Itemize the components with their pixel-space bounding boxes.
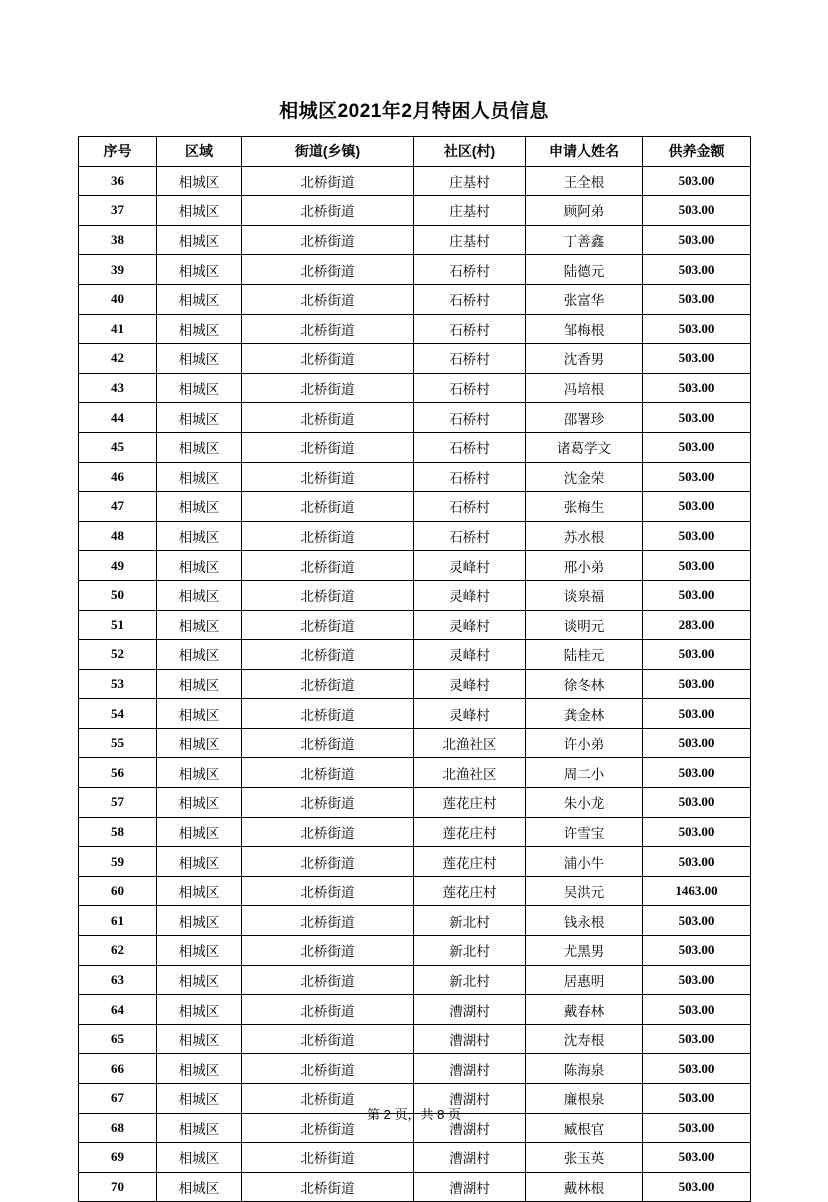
cell-seq: 36 — [79, 166, 157, 196]
cell-seq: 43 — [79, 373, 157, 403]
cell-street: 北桥街道 — [242, 1143, 414, 1173]
cell-seq: 39 — [79, 255, 157, 285]
cell-street: 北桥街道 — [242, 403, 414, 433]
table-row — [79, 669, 751, 699]
cell-seq: 69 — [79, 1143, 157, 1173]
cell-name: 戴春林 — [526, 995, 643, 1025]
cell-seq: 42 — [79, 344, 157, 374]
cell-seq: 63 — [79, 965, 157, 995]
cell-name: 廉根泉 — [526, 1084, 643, 1114]
cell-village: 石桥村 — [414, 462, 526, 492]
cell-amount: 503.00 — [643, 1143, 751, 1173]
cell-amount: 283.00 — [643, 610, 751, 640]
cell-street: 北桥街道 — [242, 758, 414, 788]
cell-village: 石桥村 — [414, 314, 526, 344]
cell-name: 许雪宝 — [526, 817, 643, 847]
table-row — [79, 906, 751, 936]
cell-region: 相城区 — [157, 166, 242, 196]
cell-amount: 503.00 — [643, 936, 751, 966]
cell-amount: 503.00 — [643, 166, 751, 196]
cell-village: 漕湖村 — [414, 1084, 526, 1114]
cell-street: 北桥街道 — [242, 580, 414, 610]
cell-region: 相城区 — [157, 965, 242, 995]
cell-street: 北桥街道 — [242, 817, 414, 847]
cell-village: 新北村 — [414, 936, 526, 966]
cell-village: 新北村 — [414, 906, 526, 936]
cell-region: 相城区 — [157, 551, 242, 581]
cell-seq: 47 — [79, 492, 157, 522]
cell-region: 相城区 — [157, 699, 242, 729]
cell-region: 相城区 — [157, 492, 242, 522]
cell-amount: 503.00 — [643, 492, 751, 522]
cell-amount: 503.00 — [643, 1084, 751, 1114]
cell-street: 北桥街道 — [242, 492, 414, 522]
cell-street: 北桥街道 — [242, 965, 414, 995]
table-row — [79, 344, 751, 374]
cell-seq: 41 — [79, 314, 157, 344]
cell-seq: 61 — [79, 906, 157, 936]
cell-seq: 45 — [79, 432, 157, 462]
cell-amount: 503.00 — [643, 255, 751, 285]
table-row — [79, 1172, 751, 1202]
cell-street: 北桥街道 — [242, 166, 414, 196]
cell-name: 龚金林 — [526, 699, 643, 729]
cell-seq: 57 — [79, 788, 157, 818]
cell-amount: 503.00 — [643, 196, 751, 226]
table-row — [79, 728, 751, 758]
table-row — [79, 876, 751, 906]
cell-name: 臧根官 — [526, 1113, 643, 1143]
cell-village: 石桥村 — [414, 255, 526, 285]
cell-name: 王全根 — [526, 166, 643, 196]
cell-region: 相城区 — [157, 373, 242, 403]
table-body — [79, 166, 751, 1202]
cell-village: 漕湖村 — [414, 1054, 526, 1084]
cell-street: 北桥街道 — [242, 610, 414, 640]
cell-village: 灵峰村 — [414, 669, 526, 699]
cell-region: 相城区 — [157, 1054, 242, 1084]
cell-region: 相城区 — [157, 1172, 242, 1202]
cell-village: 庄基村 — [414, 225, 526, 255]
cell-amount: 503.00 — [643, 314, 751, 344]
column-header-amount: 供养金额 — [643, 137, 751, 167]
cell-amount: 503.00 — [643, 995, 751, 1025]
cell-name: 邹梅根 — [526, 314, 643, 344]
table-row — [79, 196, 751, 226]
cell-street: 北桥街道 — [242, 1054, 414, 1084]
cell-street: 北桥街道 — [242, 788, 414, 818]
column-header-region: 区域 — [157, 137, 242, 167]
page-footer: 第 2 页，共 8 页 — [367, 1107, 461, 1122]
cell-name: 谈明元 — [526, 610, 643, 640]
cell-name: 徐冬林 — [526, 669, 643, 699]
cell-street: 北桥街道 — [242, 640, 414, 670]
cell-village: 庄基村 — [414, 166, 526, 196]
cell-street: 北桥街道 — [242, 196, 414, 226]
cell-amount: 503.00 — [643, 906, 751, 936]
cell-seq: 40 — [79, 284, 157, 314]
cell-street: 北桥街道 — [242, 847, 414, 877]
cell-village: 漕湖村 — [414, 1113, 526, 1143]
cell-name: 陈海泉 — [526, 1054, 643, 1084]
cell-amount: 503.00 — [643, 373, 751, 403]
cell-region: 相城区 — [157, 876, 242, 906]
cell-region: 相城区 — [157, 610, 242, 640]
column-header-village: 社区(村) — [414, 137, 526, 167]
cell-village: 石桥村 — [414, 284, 526, 314]
column-header-name: 申请人姓名 — [526, 137, 643, 167]
cell-name: 邵署珍 — [526, 403, 643, 433]
cell-amount: 503.00 — [643, 521, 751, 551]
cell-name: 吴洪元 — [526, 876, 643, 906]
table-row — [79, 788, 751, 818]
cell-amount: 503.00 — [643, 284, 751, 314]
cell-amount: 503.00 — [643, 225, 751, 255]
cell-region: 相城区 — [157, 995, 242, 1025]
cell-seq: 37 — [79, 196, 157, 226]
cell-seq: 38 — [79, 225, 157, 255]
cell-village: 漕湖村 — [414, 995, 526, 1025]
cell-street: 北桥街道 — [242, 432, 414, 462]
cell-village: 漕湖村 — [414, 1024, 526, 1054]
table-row — [79, 610, 751, 640]
cell-village: 石桥村 — [414, 344, 526, 374]
cell-seq: 55 — [79, 728, 157, 758]
cell-region: 相城区 — [157, 521, 242, 551]
cell-village: 莲花庄村 — [414, 788, 526, 818]
cell-region: 相城区 — [157, 1113, 242, 1143]
cell-village: 灵峰村 — [414, 610, 526, 640]
cell-amount: 503.00 — [643, 758, 751, 788]
cell-name: 诸葛学文 — [526, 432, 643, 462]
cell-name: 邢小弟 — [526, 551, 643, 581]
cell-street: 北桥街道 — [242, 314, 414, 344]
cell-street: 北桥街道 — [242, 1113, 414, 1143]
cell-amount: 503.00 — [643, 551, 751, 581]
table-row — [79, 965, 751, 995]
cell-name: 苏水根 — [526, 521, 643, 551]
cell-name: 尤黑男 — [526, 936, 643, 966]
cell-seq: 65 — [79, 1024, 157, 1054]
cell-region: 相城区 — [157, 669, 242, 699]
cell-seq: 44 — [79, 403, 157, 433]
cell-amount: 503.00 — [643, 462, 751, 492]
table-row — [79, 1143, 751, 1173]
cell-seq: 66 — [79, 1054, 157, 1084]
table-row — [79, 373, 751, 403]
table-row — [79, 640, 751, 670]
cell-name: 周二小 — [526, 758, 643, 788]
cell-region: 相城区 — [157, 284, 242, 314]
cell-seq: 53 — [79, 669, 157, 699]
cell-name: 浦小牛 — [526, 847, 643, 877]
cell-amount: 503.00 — [643, 1024, 751, 1054]
cell-amount: 503.00 — [643, 669, 751, 699]
table-row — [79, 403, 751, 433]
cell-seq: 49 — [79, 551, 157, 581]
cell-amount: 503.00 — [643, 847, 751, 877]
cell-amount: 503.00 — [643, 1113, 751, 1143]
cell-amount: 503.00 — [643, 580, 751, 610]
cell-street: 北桥街道 — [242, 699, 414, 729]
cell-street: 北桥街道 — [242, 906, 414, 936]
table-row — [79, 492, 751, 522]
cell-name: 丁善鑫 — [526, 225, 643, 255]
cell-village: 北渔社区 — [414, 758, 526, 788]
cell-region: 相城区 — [157, 255, 242, 285]
cell-village: 漕湖村 — [414, 1172, 526, 1202]
table-row — [79, 551, 751, 581]
cell-region: 相城区 — [157, 728, 242, 758]
table-row — [79, 936, 751, 966]
cell-region: 相城区 — [157, 847, 242, 877]
cell-street: 北桥街道 — [242, 669, 414, 699]
cell-name: 居惠明 — [526, 965, 643, 995]
cell-region: 相城区 — [157, 758, 242, 788]
cell-name: 张玉英 — [526, 1143, 643, 1173]
cell-amount: 503.00 — [643, 640, 751, 670]
cell-street: 北桥街道 — [242, 728, 414, 758]
cell-seq: 52 — [79, 640, 157, 670]
cell-name: 张梅生 — [526, 492, 643, 522]
cell-region: 相城区 — [157, 640, 242, 670]
cell-name: 谈泉福 — [526, 580, 643, 610]
cell-seq: 68 — [79, 1113, 157, 1143]
table-row — [79, 432, 751, 462]
cell-name: 钱永根 — [526, 906, 643, 936]
table-row — [79, 521, 751, 551]
cell-seq: 59 — [79, 847, 157, 877]
cell-village: 漕湖村 — [414, 1143, 526, 1173]
table-row — [79, 580, 751, 610]
cell-region: 相城区 — [157, 788, 242, 818]
cell-seq: 46 — [79, 462, 157, 492]
cell-seq: 62 — [79, 936, 157, 966]
cell-region: 相城区 — [157, 936, 242, 966]
cell-street: 北桥街道 — [242, 1084, 414, 1114]
page-title: 相城区2021年2月特困人员信息 — [279, 101, 549, 122]
cell-amount: 503.00 — [643, 403, 751, 433]
cell-village: 庄基村 — [414, 196, 526, 226]
cell-seq: 51 — [79, 610, 157, 640]
cell-name: 朱小龙 — [526, 788, 643, 818]
cell-village: 石桥村 — [414, 373, 526, 403]
cell-seq: 64 — [79, 995, 157, 1025]
cell-name: 张富华 — [526, 284, 643, 314]
cell-village: 新北村 — [414, 965, 526, 995]
cell-village: 石桥村 — [414, 432, 526, 462]
table-row — [79, 1024, 751, 1054]
table-row — [79, 314, 751, 344]
table-row — [79, 225, 751, 255]
cell-region: 相城区 — [157, 432, 242, 462]
cell-seq: 60 — [79, 876, 157, 906]
cell-village: 莲花庄村 — [414, 847, 526, 877]
cell-amount: 503.00 — [643, 432, 751, 462]
cell-region: 相城区 — [157, 1024, 242, 1054]
table-header-row — [79, 137, 751, 167]
special-hardship-personnel-table — [78, 136, 751, 1202]
cell-amount: 503.00 — [643, 728, 751, 758]
cell-street: 北桥街道 — [242, 1024, 414, 1054]
table-row — [79, 699, 751, 729]
cell-name: 陆德元 — [526, 255, 643, 285]
cell-street: 北桥街道 — [242, 995, 414, 1025]
cell-street: 北桥街道 — [242, 936, 414, 966]
cell-region: 相城区 — [157, 225, 242, 255]
cell-seq: 58 — [79, 817, 157, 847]
cell-village: 莲花庄村 — [414, 817, 526, 847]
cell-region: 相城区 — [157, 462, 242, 492]
cell-region: 相城区 — [157, 580, 242, 610]
cell-amount: 1463.00 — [643, 876, 751, 906]
table-row — [79, 166, 751, 196]
cell-seq: 50 — [79, 580, 157, 610]
cell-seq: 48 — [79, 521, 157, 551]
cell-street: 北桥街道 — [242, 462, 414, 492]
cell-street: 北桥街道 — [242, 255, 414, 285]
cell-region: 相城区 — [157, 196, 242, 226]
cell-name: 沈寿根 — [526, 1024, 643, 1054]
cell-street: 北桥街道 — [242, 876, 414, 906]
column-header-seq: 序号 — [79, 137, 157, 167]
cell-street: 北桥街道 — [242, 1172, 414, 1202]
table-row — [79, 758, 751, 788]
table-row — [79, 255, 751, 285]
cell-amount: 503.00 — [643, 817, 751, 847]
cell-seq: 54 — [79, 699, 157, 729]
cell-village: 灵峰村 — [414, 580, 526, 610]
cell-amount: 503.00 — [643, 344, 751, 374]
column-header-street: 街道(乡镇) — [242, 137, 414, 167]
cell-amount: 503.00 — [643, 1054, 751, 1084]
cell-name: 沈金荣 — [526, 462, 643, 492]
cell-amount: 503.00 — [643, 699, 751, 729]
cell-village: 灵峰村 — [414, 551, 526, 581]
cell-region: 相城区 — [157, 403, 242, 433]
cell-village: 北渔社区 — [414, 728, 526, 758]
table-row — [79, 847, 751, 877]
cell-amount: 503.00 — [643, 1172, 751, 1202]
cell-village: 莲花庄村 — [414, 876, 526, 906]
cell-name: 冯培根 — [526, 373, 643, 403]
cell-region: 相城区 — [157, 817, 242, 847]
cell-street: 北桥街道 — [242, 373, 414, 403]
cell-name: 陆桂元 — [526, 640, 643, 670]
cell-village: 灵峰村 — [414, 640, 526, 670]
table-row — [79, 462, 751, 492]
cell-region: 相城区 — [157, 344, 242, 374]
cell-name: 戴林根 — [526, 1172, 643, 1202]
table-row — [79, 817, 751, 847]
cell-name: 许小弟 — [526, 728, 643, 758]
cell-region: 相城区 — [157, 1143, 242, 1173]
cell-street: 北桥街道 — [242, 551, 414, 581]
cell-region: 相城区 — [157, 314, 242, 344]
cell-seq: 56 — [79, 758, 157, 788]
cell-village: 灵峰村 — [414, 699, 526, 729]
cell-street: 北桥街道 — [242, 344, 414, 374]
table-row — [79, 284, 751, 314]
cell-street: 北桥街道 — [242, 284, 414, 314]
table-row — [79, 995, 751, 1025]
cell-name: 顾阿弟 — [526, 196, 643, 226]
cell-region: 相城区 — [157, 1084, 242, 1114]
cell-village: 石桥村 — [414, 521, 526, 551]
cell-amount: 503.00 — [643, 965, 751, 995]
cell-name: 沈香男 — [526, 344, 643, 374]
cell-street: 北桥街道 — [242, 521, 414, 551]
cell-region: 相城区 — [157, 906, 242, 936]
cell-village: 石桥村 — [414, 403, 526, 433]
cell-street: 北桥街道 — [242, 225, 414, 255]
cell-seq: 67 — [79, 1084, 157, 1114]
cell-village: 石桥村 — [414, 492, 526, 522]
cell-amount: 503.00 — [643, 788, 751, 818]
cell-seq: 70 — [79, 1172, 157, 1202]
table-row — [79, 1054, 751, 1084]
